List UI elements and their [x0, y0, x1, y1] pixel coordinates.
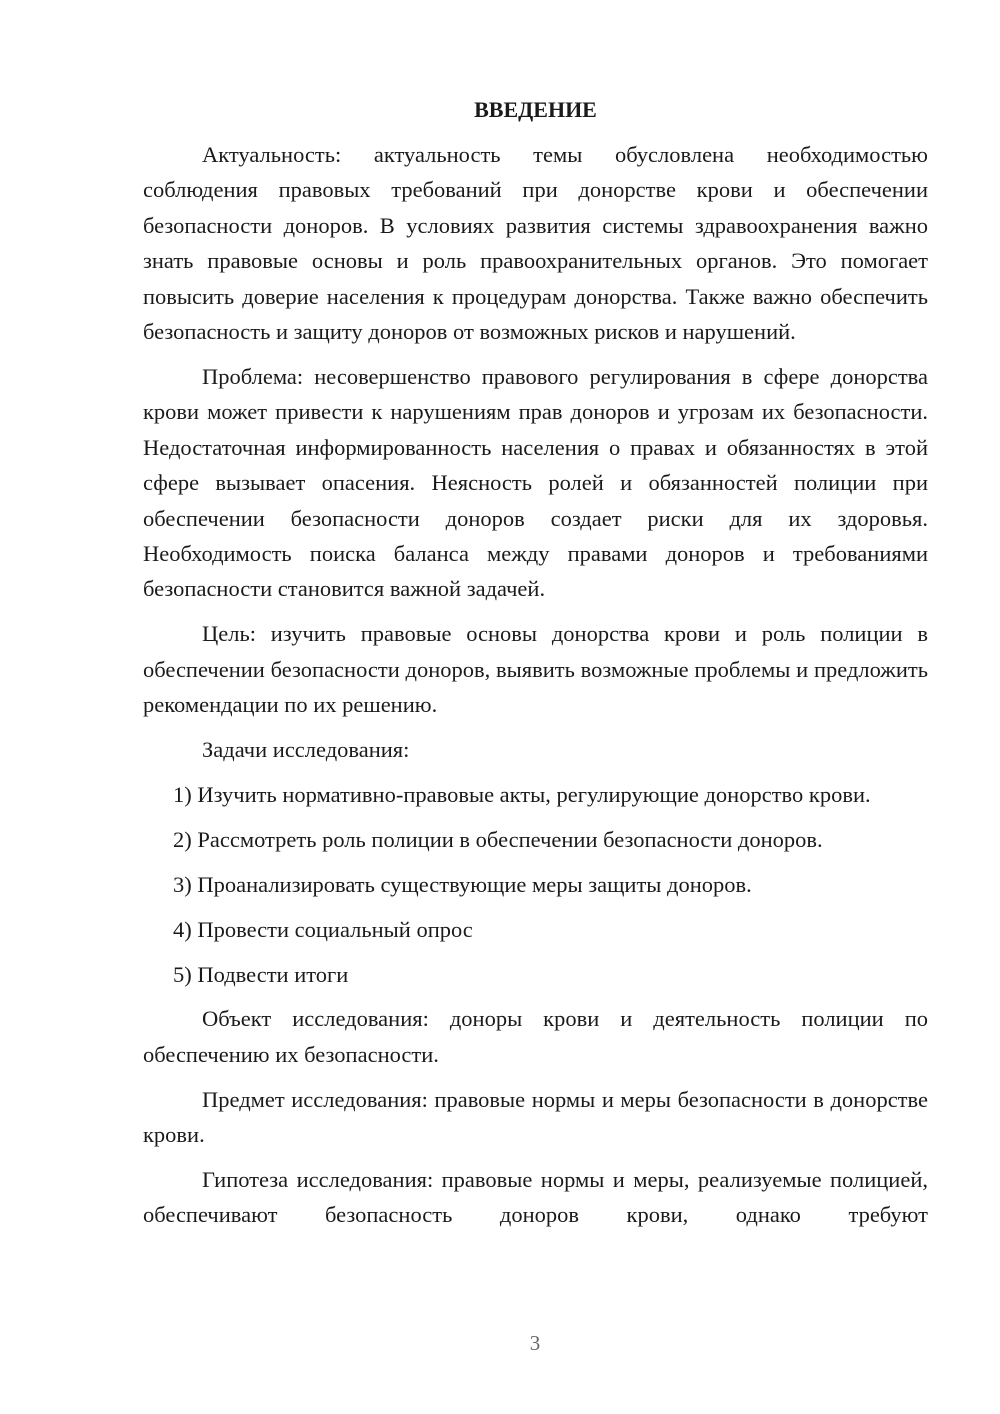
paragraph-object: Объект исследования: доноры крови и деятельность полиции по обеспечению их безопасности. — [143, 1006, 928, 1067]
task-item-5: 5) Подвести итоги — [173, 961, 349, 987]
paragraph-hypothesis: Гипотеза исследования: правовые нормы и меры, реализуемые полицией, обеспечивают безопасность доноров крови, однако требуют — [143, 1167, 928, 1228]
section-title: ВВЕДЕНИЕ — [474, 97, 597, 122]
document-page — [143, 95, 928, 1242]
paragraph-relevance: Актуальность: актуальность темы обусловлена необходимостью соблюдения правовых требований при донорстве крови и обеспечении безопасности доноров. В условиях развития системы здравоохранения важно знать правовые основы и роль правоохранительных органов. Это помогает повысить доверие населения к процедурам донорства. Также важно обеспечить безопасность и защиту доноров от возможных рисков и нарушений. — [143, 142, 928, 345]
paragraph-subject: Предмет исследования: правовые нормы и меры безопасности в донорстве крови. — [143, 1086, 928, 1148]
task-item-4: 4) Провести социальный опрос — [173, 916, 473, 942]
paragraph-goal: Цель: изучить правовые основы донорства крови и роль полиции в обеспечении безопасности доноров, выявить возможные проблемы и предложить рекомендации по их решению. — [143, 621, 928, 718]
page-number: 3 — [529, 1331, 541, 1355]
task-item-1: 1) Изучить нормативно-правовые акты, регулирующие донорство крови. — [173, 781, 871, 807]
paragraph-problem: Проблема: несовершенство правового регулирования в сфере донорства крови может привести к нарушениям прав доноров и угрозам их безопасности. Недостаточная информированность населения о правах и обязанностях в этой сфере вызывает опасения. Неясность ролей и обязанностей полиции при обеспечении безопасности доноров создает риски для их здоровья. Необходимость поиска баланса между правами доноров и требованиями безопасности становится важной задачей. — [143, 363, 928, 602]
task-item-2: 2) Рассмотреть роль полиции в обеспечении безопасности доноров. — [173, 826, 823, 852]
paragraph-tasks-heading: Задачи исследования: — [202, 737, 410, 762]
task-item-3: 3) Проанализировать существующие меры защиты доноров. — [173, 871, 752, 897]
